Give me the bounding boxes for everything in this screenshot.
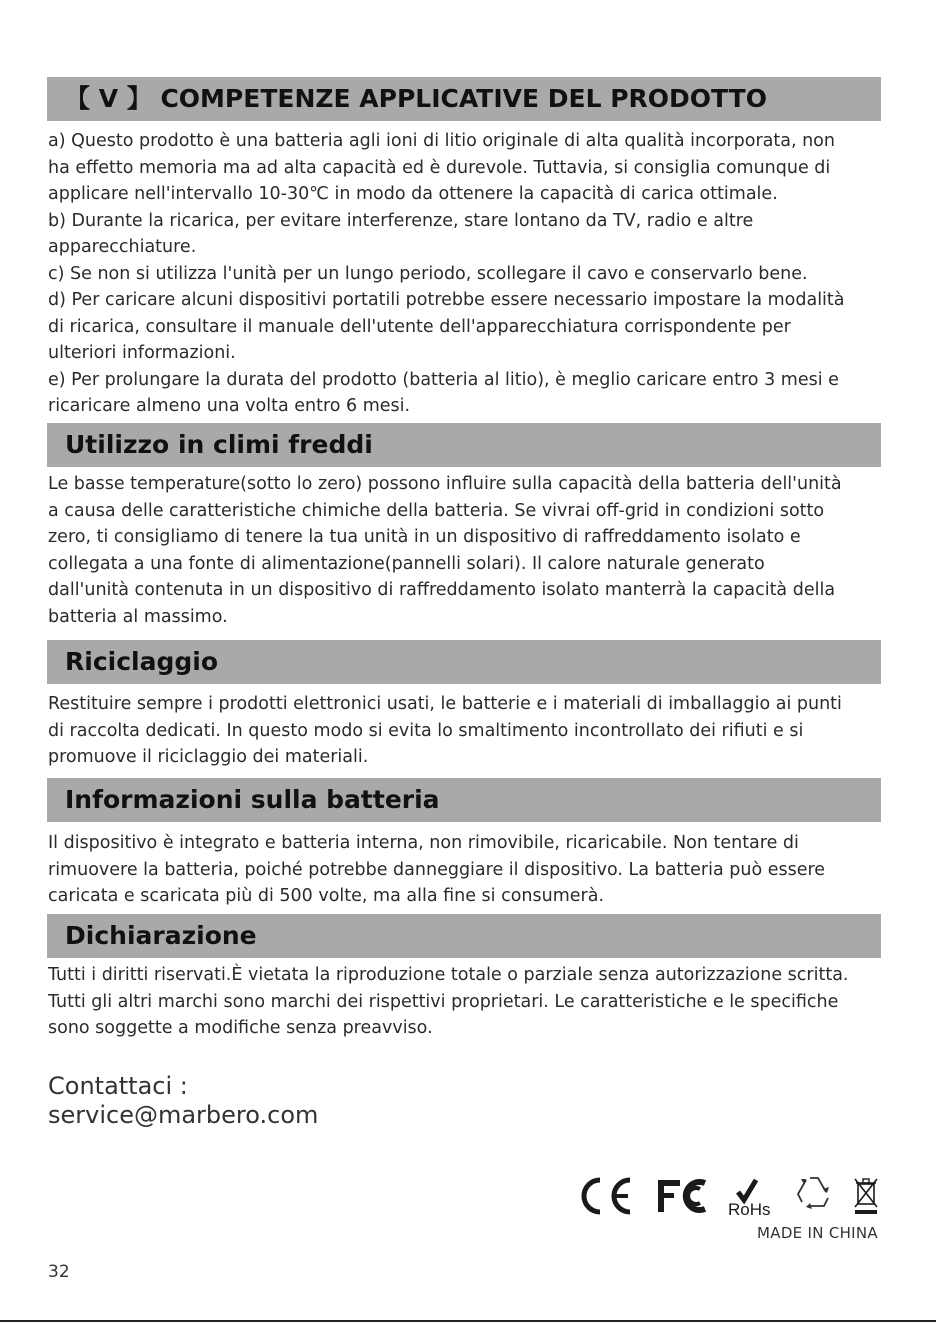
section-body-climi-freddi: [48, 471, 880, 630]
contact-block: [48, 1072, 318, 1130]
text-line: caricata e scaricata più di 500 volte, ma alla fine si consumerà.: [48, 886, 605, 906]
text-line: batteria al massimo.: [48, 606, 228, 627]
page-number: 32: [48, 1262, 70, 1282]
text-line: Tutti i diritti riservati.È vietata la riproduzione totale o parziale senza autorizzazione scritta.: [48, 965, 849, 985]
text-line: zero, ti consigliamo di tenere la tua unità in un dispositivo di raffreddamento isolato e: [48, 527, 801, 547]
certification-marks: [578, 1170, 883, 1218]
section-body-riciclaggio: [48, 691, 880, 771]
text-line: Tutti gli altri marchi sono marchi dei rispettivi proprietari. Le caratteristiche e le specifiche: [48, 991, 839, 1012]
text-line: ha effetto memoria ma ad alta capacità ed è durevole. Tuttavia, si consiglia comunque di: [48, 157, 831, 178]
rohs-mark-icon: [728, 1180, 771, 1218]
text-line: rimuovere la batteria, poiché potrebbe danneggiare il dispositivo. La batteria può essere: [48, 859, 826, 880]
svg-text:RoHs: RoHs: [728, 1200, 771, 1218]
text-line: di raccolta dedicati. In questo modo si evita lo smaltimento incontrollato dei rifiuti e si: [48, 720, 804, 741]
section-body-batteria: [48, 830, 880, 910]
bottom-rule: [0, 1320, 936, 1322]
section-header-dichiarazione: Dichiarazione: [47, 914, 881, 958]
text-line: a) Questo prodotto è una batteria agli ioni di litio originale di alta qualità incorporata, non: [48, 131, 835, 151]
text-line: ulteriori informazioni.: [48, 343, 236, 363]
text-line: di ricarica, consultare il manuale dell'utente dell'apparecchiatura corrispondente per: [48, 316, 791, 337]
text-line: Restituire sempre i prodotti elettronici usati, le batterie e i materiali di imballaggio ai punti: [48, 694, 842, 714]
section-header-climi-freddi: Utilizzo in climi freddi: [47, 423, 881, 467]
text-line: c) Se non si utilizza l'unità per un lungo periodo, scollegare il cavo e conservarlo bene.: [48, 263, 808, 284]
text-line: dall'unità contenuta in un dispositivo di raffreddamento isolato manterrà la capacità della: [48, 580, 836, 600]
section-header-competenze: 【 V 】 COMPETENZE APPLICATIVE DEL PRODOTTO: [47, 77, 881, 121]
made-in-label: MADE IN CHINA: [757, 1224, 878, 1242]
text-line: sono soggette a modifiche senza preavviso.: [48, 1018, 433, 1038]
text-line: apparecchiature.: [48, 237, 197, 257]
text-line: collegata a una fonte di alimentazione(pannelli solari). Il calore naturale generato: [48, 553, 765, 574]
text-line: d) Per caricare alcuni dispositivi portatili potrebbe essere necessario impostare la modalità: [48, 290, 845, 310]
text-line: b) Durante la ricarica, per evitare interferenze, stare lontano da TV, radio e altre: [48, 210, 754, 231]
section-header-batteria: Informazioni sulla batteria: [47, 778, 881, 822]
contact-email[interactable]: service@marbero.com: [48, 1101, 319, 1129]
recycle-icon: [798, 1178, 829, 1209]
ce-mark-icon: [584, 1180, 630, 1212]
weee-bin-icon: [855, 1179, 877, 1214]
fc-mark-icon: [658, 1180, 705, 1212]
section-body-dichiarazione: [48, 962, 880, 1042]
section-header-riciclaggio: Riciclaggio: [47, 640, 881, 684]
text-line: promuove il riciclaggio dei materiali.: [48, 747, 369, 767]
text-line: Il dispositivo è integrato e batteria interna, non rimovibile, ricaricabile. Non tentare di: [48, 833, 799, 853]
text-line: ricaricare almeno una volta entro 6 mesi.: [48, 396, 411, 416]
text-line: applicare nell'intervallo 10-30℃ in modo da ottenere la capacità di carica ottimale.: [48, 184, 778, 204]
certification-marks-svg: [578, 1170, 883, 1218]
text-line: Le basse temperature(sotto lo zero) possono influire sulla capacità della batteria dell'unità: [48, 474, 842, 494]
text-line: a causa delle caratteristiche chimiche della batteria. Se vivrai off-grid in condizioni sotto: [48, 500, 825, 521]
text-line: e) Per prolungare la durata del prodotto (batteria al litio), è meglio caricare entro 3 mesi e: [48, 369, 839, 390]
section-body-competenze: [48, 128, 880, 420]
contact-label: Contattaci :: [48, 1072, 188, 1100]
